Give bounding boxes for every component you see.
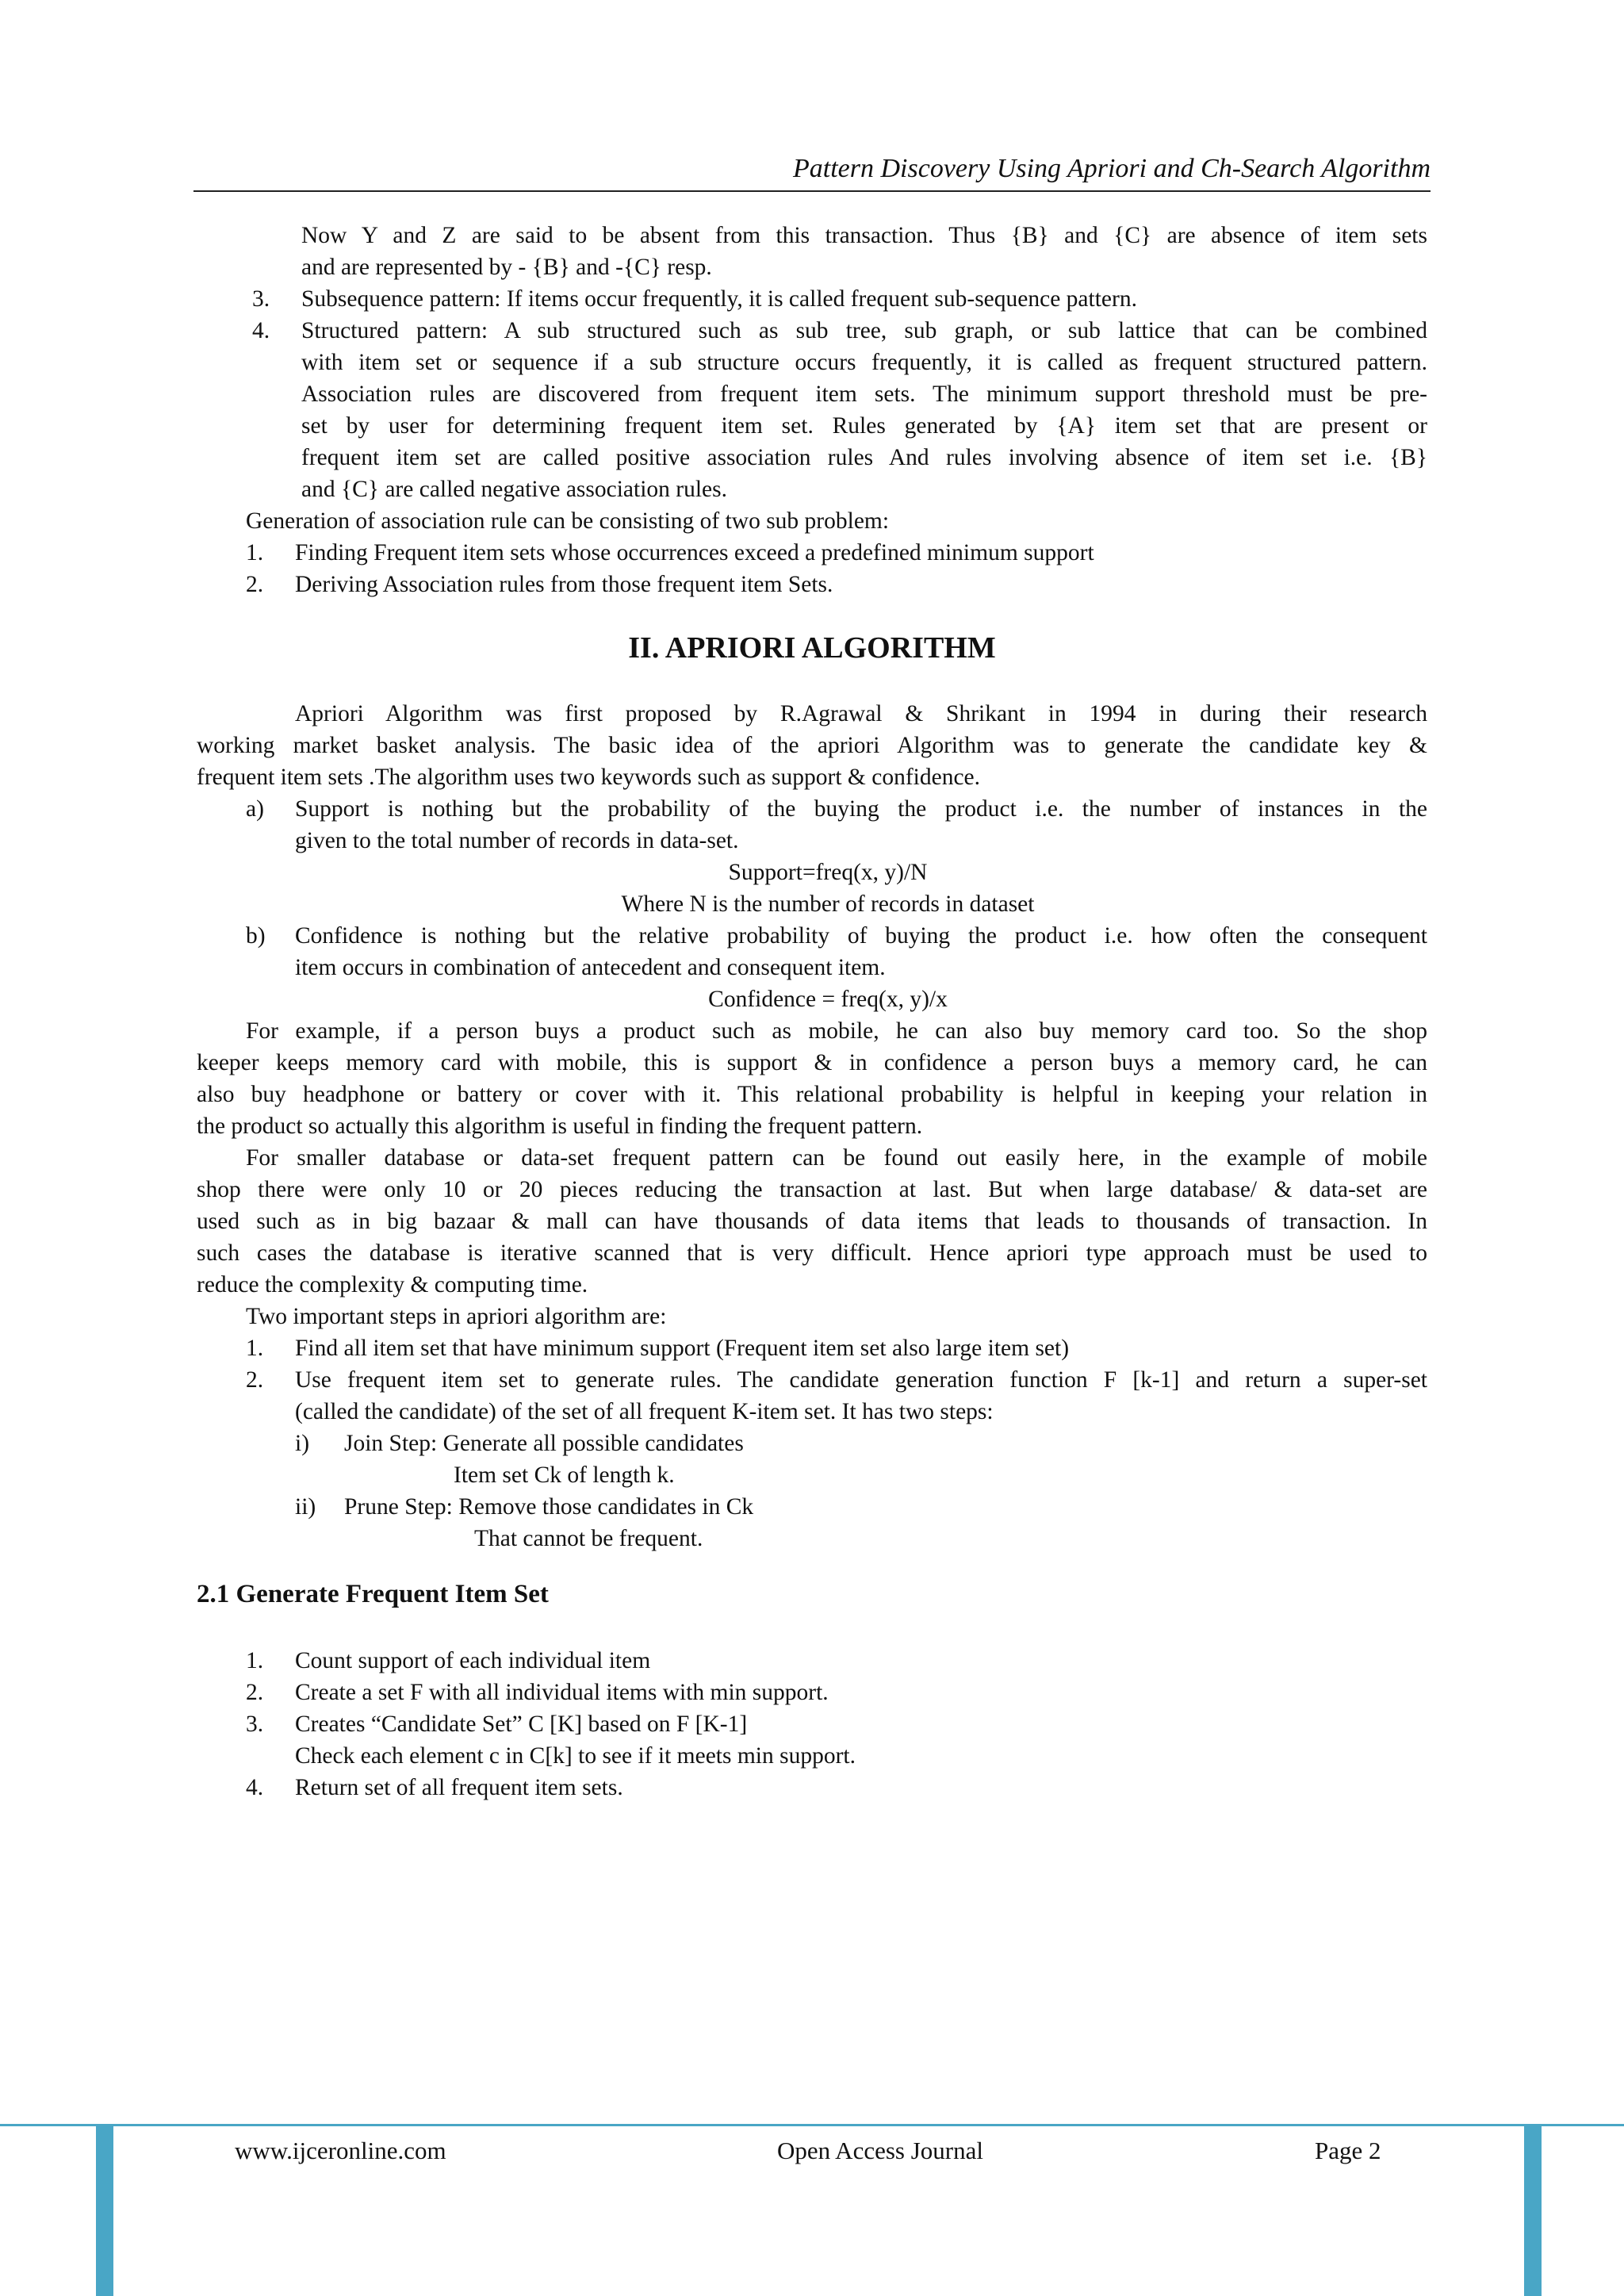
body-line: set by user for determining frequent item set. Rules generated by {A} item set that are present or <box>301 413 1427 439</box>
list-number: 4. <box>252 318 270 343</box>
paragraph-line: For example, if a person buys a product such as mobile, he can also buy memory card too. So the shop <box>246 1018 1427 1044</box>
body-line: That cannot be frequent. <box>474 1526 703 1551</box>
confidence-formula: Confidence = freq(x, y)/x <box>708 987 948 1012</box>
list-item: Return set of all frequent item sets. <box>295 1775 623 1800</box>
list-number: 3. <box>252 286 270 312</box>
paragraph-line: keeper keeps memory card with mobile, this is support & in confidence a person buys a memory card, he can <box>197 1050 1427 1075</box>
subsection-heading: 2.1 Generate Frequent Item Set <box>197 1580 549 1608</box>
list-item: Use frequent item set to generate rules. The candidate generation function F [k-1] and return a super-set <box>295 1367 1427 1393</box>
list-number: 1. <box>246 1648 264 1673</box>
list-label: i) <box>295 1431 310 1456</box>
list-number: 1. <box>246 540 264 565</box>
list-item: Creates “Candidate Set” C [K] based on F [K-1] <box>295 1711 748 1737</box>
body-line: Item set Ck of length k. <box>454 1462 675 1488</box>
join-step: Join Step: Generate all possible candidates <box>344 1431 744 1456</box>
list-number: 1. <box>246 1336 264 1361</box>
footer-right-bar <box>1524 2125 1542 2296</box>
list-item: Finding Frequent item sets whose occurrences exceed a predefined minimum support <box>295 540 1094 565</box>
paragraph-line: reduce the complexity & computing time. <box>197 1272 588 1297</box>
paragraph-line: shop there were only 10 or 20 pieces reducing the transaction at last. But when large database/ & data-set are <box>197 1177 1427 1202</box>
list-number: 2. <box>246 572 264 597</box>
list-item: Deriving Association rules from those frequent item Sets. <box>295 572 833 597</box>
body-line: Association rules are discovered from frequent item sets. The minimum support threshold must be pre- <box>301 381 1427 407</box>
footer-rule <box>0 2124 1624 2126</box>
paragraph-line: the product so actually this algorithm is useful in finding the frequent pattern. <box>197 1114 923 1139</box>
list-label: ii) <box>295 1494 316 1520</box>
list-number: 2. <box>246 1680 264 1705</box>
list-item: Create a set F with all individual items with min support. <box>295 1680 829 1705</box>
section-heading: II. APRIORI ALGORITHM <box>628 631 996 665</box>
list-number: 3. <box>246 1711 264 1737</box>
header-rule <box>193 190 1431 192</box>
footer-journal: Open Access Journal <box>777 2137 983 2164</box>
list-item: Count support of each individual item <box>295 1648 651 1673</box>
body-line: item occurs in combination of antecedent and consequent item. <box>295 955 886 980</box>
footer-website: www.ijceronline.com <box>235 2137 446 2164</box>
paragraph-line: For smaller database or data-set frequent pattern can be found out easily here, in the example of mobile <box>246 1145 1427 1171</box>
body-line: with item set or sequence if a sub structure occurs frequently, it is called as frequent structured pattern. <box>301 350 1427 375</box>
list-item: Find all item set that have minimum support (Frequent item set also large item set) <box>295 1336 1070 1361</box>
paragraph-line: such cases the database is iterative scanned that is very difficult. Hence apriori type approach must be used to <box>197 1240 1427 1266</box>
support-formula: Support=freq(x, y)/N <box>728 860 928 885</box>
paragraph-line: used such as in big bazaar & mall can have thousands of data items that leads to thousands of transaction. In <box>197 1209 1427 1234</box>
running-title: Pattern Discovery Using Apriori and Ch-Search Algorithm <box>793 154 1431 183</box>
body-line: Now Y and Z are said to be absent from this transaction. Thus {B} and {C} are absence of item sets <box>301 223 1427 248</box>
footer-page-number: Page 2 <box>1315 2137 1381 2164</box>
body-line: (called the candidate) of the set of all frequent K-item set. It has two steps: <box>295 1399 994 1424</box>
footer-left-bar <box>96 2125 113 2296</box>
prune-step: Prune Step: Remove those candidates in Ck <box>344 1494 754 1520</box>
body-line: Check each element c in C[k] to see if it meets min support. <box>295 1743 856 1769</box>
body-line: and {C} are called negative association rules. <box>301 477 727 502</box>
paragraph-line: Apriori Algorithm was first proposed by R.Agrawal & Shrikant in 1994 in during their research <box>295 701 1427 726</box>
paragraph-line: working market basket analysis. The basic idea of the apriori Algorithm was to generate the candidate key & <box>197 733 1427 758</box>
body-line: Two important steps in apriori algorithm are: <box>246 1304 667 1329</box>
list-number: 2. <box>246 1367 264 1393</box>
body-line: and are represented by - {B} and -{C} resp. <box>301 255 712 280</box>
body-line: Generation of association rule can be consisting of two sub problem: <box>246 508 890 534</box>
paragraph-line: frequent item sets .The algorithm uses two keywords such as support & confidence. <box>197 765 981 790</box>
list-item-support: Support is nothing but the probability of the buying the product i.e. the number of instances in the <box>295 796 1427 822</box>
formula-note: Where N is the number of records in dataset <box>621 891 1035 917</box>
paragraph-line: also buy headphone or battery or cover with it. This relational probability is helpful in keeping your relation in <box>197 1082 1427 1107</box>
list-label: b) <box>246 923 266 949</box>
list-item-structured: Structured pattern: A sub structured such as sub tree, sub graph, or sub lattice that can be combined <box>301 318 1427 343</box>
list-number: 4. <box>246 1775 264 1800</box>
list-item-subsequence: Subsequence pattern: If items occur frequently, it is called frequent sub-sequence pattern. <box>301 286 1137 312</box>
list-label: a) <box>246 796 264 822</box>
body-line: given to the total number of records in data-set. <box>295 828 739 853</box>
list-item-confidence: Confidence is nothing but the relative probability of buying the product i.e. how often the consequent <box>295 923 1427 949</box>
body-line: frequent item set are called positive association rules And rules involving absence of item set i.e. {B} <box>301 445 1427 470</box>
